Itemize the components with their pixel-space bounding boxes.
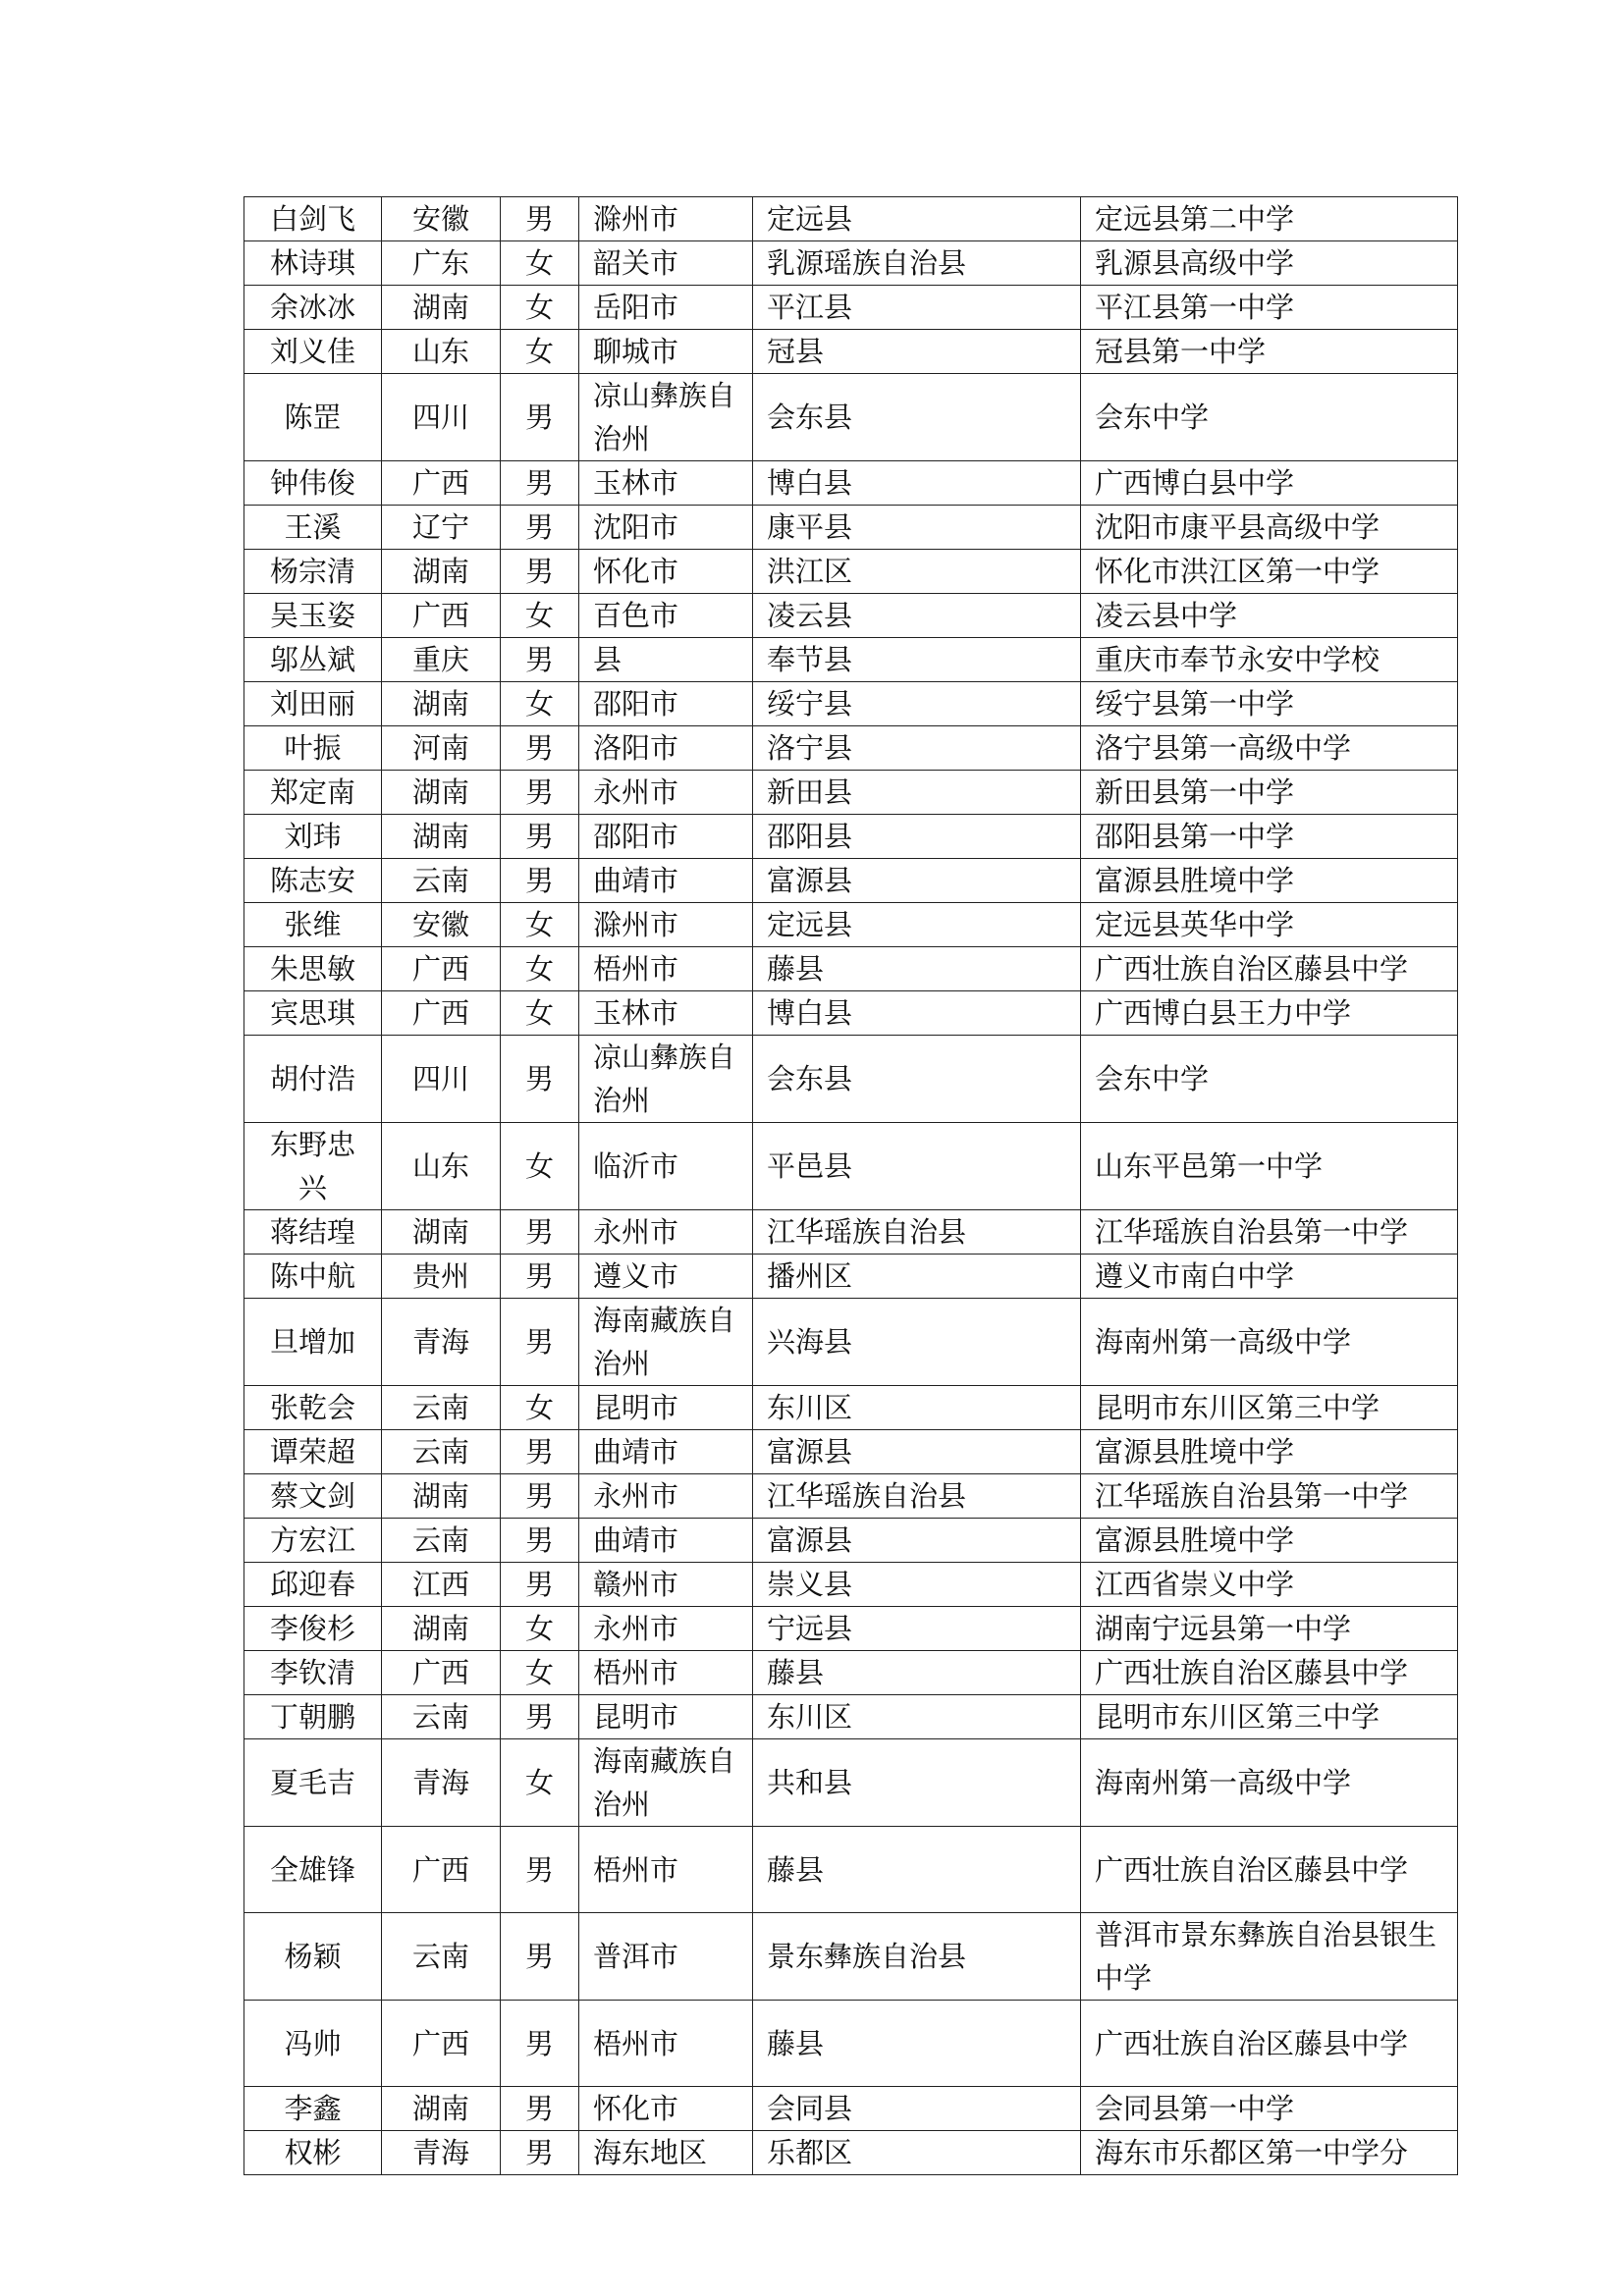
student-name-cell: 蔡文剑 bbox=[244, 1474, 382, 1519]
county-cell: 康平县 bbox=[753, 506, 1081, 550]
student-roster-table bbox=[244, 196, 1458, 2175]
province-cell: 广西 bbox=[382, 461, 501, 506]
sex-cell: 女 bbox=[501, 594, 579, 638]
city-cell: 海南藏族自治州 bbox=[579, 1299, 753, 1386]
city-cell: 永州市 bbox=[579, 771, 753, 815]
student-name-cell: 杨颖 bbox=[244, 1913, 382, 2001]
table-row bbox=[244, 947, 1458, 991]
student-name-cell: 余冰冰 bbox=[244, 286, 382, 330]
school-cell: 广西壮族自治区藤县中学 bbox=[1081, 1651, 1458, 1695]
city-cell: 滁州市 bbox=[579, 903, 753, 947]
city-cell: 昆明市 bbox=[579, 1386, 753, 1430]
sex-cell: 男 bbox=[501, 1036, 579, 1123]
province-cell: 山东 bbox=[382, 1123, 501, 1210]
table-row bbox=[244, 2131, 1458, 2175]
province-cell: 湖南 bbox=[382, 550, 501, 594]
school-cell: 新田县第一中学 bbox=[1081, 771, 1458, 815]
city-cell: 百色市 bbox=[579, 594, 753, 638]
school-cell: 广西壮族自治区藤县中学 bbox=[1081, 947, 1458, 991]
city-cell: 怀化市 bbox=[579, 550, 753, 594]
student-name-cell: 丁朝鹏 bbox=[244, 1695, 382, 1739]
student-name-cell: 朱思敏 bbox=[244, 947, 382, 991]
table-row bbox=[244, 1827, 1458, 1913]
school-cell: 广西博白县王力中学 bbox=[1081, 991, 1458, 1036]
city-cell: 凉山彝族自治州 bbox=[579, 374, 753, 461]
city-cell: 洛阳市 bbox=[579, 726, 753, 771]
city-cell: 曲靖市 bbox=[579, 1519, 753, 1563]
city-cell: 沈阳市 bbox=[579, 506, 753, 550]
student-name-cell: 叶振 bbox=[244, 726, 382, 771]
table-row bbox=[244, 1036, 1458, 1123]
province-cell: 湖南 bbox=[382, 771, 501, 815]
school-cell: 会东中学 bbox=[1081, 1036, 1458, 1123]
school-cell: 普洱市景东彝族自治县银生中学 bbox=[1081, 1913, 1458, 2001]
student-name-cell: 张乾会 bbox=[244, 1386, 382, 1430]
sex-cell: 女 bbox=[501, 682, 579, 726]
sex-cell: 男 bbox=[501, 506, 579, 550]
student-name-cell: 邬丛斌 bbox=[244, 638, 382, 682]
table-row bbox=[244, 1255, 1458, 1299]
sex-cell: 女 bbox=[501, 241, 579, 286]
county-cell: 邵阳县 bbox=[753, 815, 1081, 859]
province-cell: 青海 bbox=[382, 2131, 501, 2175]
school-cell: 沈阳市康平县高级中学 bbox=[1081, 506, 1458, 550]
sex-cell: 男 bbox=[501, 550, 579, 594]
sex-cell: 男 bbox=[501, 1827, 579, 1913]
school-cell: 冠县第一中学 bbox=[1081, 330, 1458, 374]
province-cell: 青海 bbox=[382, 1739, 501, 1827]
table-row bbox=[244, 1695, 1458, 1739]
city-cell: 永州市 bbox=[579, 1210, 753, 1255]
school-cell: 邵阳县第一中学 bbox=[1081, 815, 1458, 859]
table-row bbox=[244, 594, 1458, 638]
county-cell: 藤县 bbox=[753, 2001, 1081, 2087]
student-name-cell: 方宏江 bbox=[244, 1519, 382, 1563]
city-cell: 永州市 bbox=[579, 1607, 753, 1651]
student-name-cell: 胡付浩 bbox=[244, 1036, 382, 1123]
table-row bbox=[244, 1563, 1458, 1607]
county-cell: 播州区 bbox=[753, 1255, 1081, 1299]
table-row bbox=[244, 461, 1458, 506]
student-name-cell: 陈志安 bbox=[244, 859, 382, 903]
city-cell: 梧州市 bbox=[579, 2001, 753, 2087]
province-cell: 重庆 bbox=[382, 638, 501, 682]
school-cell: 海东市乐都区第一中学分 bbox=[1081, 2131, 1458, 2175]
province-cell: 广西 bbox=[382, 594, 501, 638]
county-cell: 富源县 bbox=[753, 1430, 1081, 1474]
table-row bbox=[244, 2001, 1458, 2087]
county-cell: 兴海县 bbox=[753, 1299, 1081, 1386]
school-cell: 绥宁县第一中学 bbox=[1081, 682, 1458, 726]
county-cell: 定远县 bbox=[753, 903, 1081, 947]
sex-cell: 男 bbox=[501, 2131, 579, 2175]
county-cell: 平邑县 bbox=[753, 1123, 1081, 1210]
table-row bbox=[244, 1430, 1458, 1474]
school-cell: 凌云县中学 bbox=[1081, 594, 1458, 638]
student-name-cell: 郑定南 bbox=[244, 771, 382, 815]
school-cell: 湖南宁远县第一中学 bbox=[1081, 1607, 1458, 1651]
table-row bbox=[244, 815, 1458, 859]
province-cell: 广东 bbox=[382, 241, 501, 286]
county-cell: 博白县 bbox=[753, 461, 1081, 506]
city-cell: 怀化市 bbox=[579, 2087, 753, 2131]
county-cell: 洪江区 bbox=[753, 550, 1081, 594]
school-cell: 江华瑶族自治县第一中学 bbox=[1081, 1474, 1458, 1519]
city-cell: 曲靖市 bbox=[579, 859, 753, 903]
school-cell: 广西博白县中学 bbox=[1081, 461, 1458, 506]
county-cell: 乐都区 bbox=[753, 2131, 1081, 2175]
county-cell: 冠县 bbox=[753, 330, 1081, 374]
sex-cell: 男 bbox=[501, 726, 579, 771]
province-cell: 云南 bbox=[382, 1913, 501, 2001]
city-cell: 赣州市 bbox=[579, 1563, 753, 1607]
city-cell: 临沂市 bbox=[579, 1123, 753, 1210]
sex-cell: 女 bbox=[501, 1123, 579, 1210]
province-cell: 安徽 bbox=[382, 903, 501, 947]
table-row bbox=[244, 1913, 1458, 2001]
county-cell: 东川区 bbox=[753, 1386, 1081, 1430]
county-cell: 藤县 bbox=[753, 947, 1081, 991]
table-row bbox=[244, 1123, 1458, 1210]
province-cell: 辽宁 bbox=[382, 506, 501, 550]
city-cell: 韶关市 bbox=[579, 241, 753, 286]
province-cell: 河南 bbox=[382, 726, 501, 771]
sex-cell: 男 bbox=[501, 1563, 579, 1607]
sex-cell: 男 bbox=[501, 1474, 579, 1519]
school-cell: 会东中学 bbox=[1081, 374, 1458, 461]
table-row bbox=[244, 1739, 1458, 1827]
school-cell: 广西壮族自治区藤县中学 bbox=[1081, 1827, 1458, 1913]
student-name-cell: 东野忠兴 bbox=[244, 1123, 382, 1210]
county-cell: 奉节县 bbox=[753, 638, 1081, 682]
sex-cell: 男 bbox=[501, 771, 579, 815]
city-cell: 海东地区 bbox=[579, 2131, 753, 2175]
sex-cell: 女 bbox=[501, 1739, 579, 1827]
county-cell: 定远县 bbox=[753, 197, 1081, 241]
province-cell: 云南 bbox=[382, 1430, 501, 1474]
student-name-cell: 宾思琪 bbox=[244, 991, 382, 1036]
student-name-cell: 刘玮 bbox=[244, 815, 382, 859]
province-cell: 云南 bbox=[382, 1695, 501, 1739]
city-cell: 凉山彝族自治州 bbox=[579, 1036, 753, 1123]
province-cell: 云南 bbox=[382, 1519, 501, 1563]
county-cell: 江华瑶族自治县 bbox=[753, 1474, 1081, 1519]
city-cell: 聊城市 bbox=[579, 330, 753, 374]
province-cell: 湖南 bbox=[382, 1607, 501, 1651]
province-cell: 四川 bbox=[382, 374, 501, 461]
county-cell: 共和县 bbox=[753, 1739, 1081, 1827]
sex-cell: 女 bbox=[501, 330, 579, 374]
student-name-cell: 陈罡 bbox=[244, 374, 382, 461]
province-cell: 广西 bbox=[382, 947, 501, 991]
province-cell: 湖南 bbox=[382, 2087, 501, 2131]
school-cell: 富源县胜境中学 bbox=[1081, 1430, 1458, 1474]
school-cell: 会同县第一中学 bbox=[1081, 2087, 1458, 2131]
school-cell: 定远县英华中学 bbox=[1081, 903, 1458, 947]
table-row bbox=[244, 286, 1458, 330]
table-row bbox=[244, 197, 1458, 241]
table-row bbox=[244, 1519, 1458, 1563]
table-row bbox=[244, 771, 1458, 815]
table-row bbox=[244, 2087, 1458, 2131]
sex-cell: 女 bbox=[501, 1386, 579, 1430]
city-cell: 曲靖市 bbox=[579, 1430, 753, 1474]
county-cell: 宁远县 bbox=[753, 1607, 1081, 1651]
table-row bbox=[244, 506, 1458, 550]
sex-cell: 女 bbox=[501, 947, 579, 991]
county-cell: 洛宁县 bbox=[753, 726, 1081, 771]
table-row bbox=[244, 991, 1458, 1036]
student-name-cell: 李鑫 bbox=[244, 2087, 382, 2131]
sex-cell: 男 bbox=[501, 2087, 579, 2131]
sex-cell: 女 bbox=[501, 1607, 579, 1651]
school-cell: 怀化市洪江区第一中学 bbox=[1081, 550, 1458, 594]
table-row bbox=[244, 859, 1458, 903]
city-cell: 县 bbox=[579, 638, 753, 682]
sex-cell: 男 bbox=[501, 461, 579, 506]
table-row bbox=[244, 1299, 1458, 1386]
county-cell: 绥宁县 bbox=[753, 682, 1081, 726]
city-cell: 梧州市 bbox=[579, 947, 753, 991]
province-cell: 湖南 bbox=[382, 682, 501, 726]
table-row bbox=[244, 1386, 1458, 1430]
city-cell: 滁州市 bbox=[579, 197, 753, 241]
city-cell: 玉林市 bbox=[579, 991, 753, 1036]
school-cell: 昆明市东川区第三中学 bbox=[1081, 1695, 1458, 1739]
school-cell: 乳源县高级中学 bbox=[1081, 241, 1458, 286]
county-cell: 新田县 bbox=[753, 771, 1081, 815]
student-name-cell: 杨宗清 bbox=[244, 550, 382, 594]
sex-cell: 女 bbox=[501, 286, 579, 330]
school-cell: 山东平邑第一中学 bbox=[1081, 1123, 1458, 1210]
county-cell: 凌云县 bbox=[753, 594, 1081, 638]
table-row bbox=[244, 726, 1458, 771]
city-cell: 邵阳市 bbox=[579, 682, 753, 726]
county-cell: 藤县 bbox=[753, 1827, 1081, 1913]
county-cell: 富源县 bbox=[753, 1519, 1081, 1563]
table-row bbox=[244, 550, 1458, 594]
student-name-cell: 冯帅 bbox=[244, 2001, 382, 2087]
school-cell: 重庆市奉节永安中学校 bbox=[1081, 638, 1458, 682]
student-name-cell: 全雄锋 bbox=[244, 1827, 382, 1913]
sex-cell: 男 bbox=[501, 2001, 579, 2087]
table-row bbox=[244, 330, 1458, 374]
county-cell: 江华瑶族自治县 bbox=[753, 1210, 1081, 1255]
county-cell: 景东彝族自治县 bbox=[753, 1913, 1081, 2001]
student-name-cell: 刘义佳 bbox=[244, 330, 382, 374]
sex-cell: 男 bbox=[501, 1519, 579, 1563]
province-cell: 广西 bbox=[382, 2001, 501, 2087]
student-name-cell: 张维 bbox=[244, 903, 382, 947]
county-cell: 藤县 bbox=[753, 1651, 1081, 1695]
student-name-cell: 陈中航 bbox=[244, 1255, 382, 1299]
sex-cell: 女 bbox=[501, 1651, 579, 1695]
city-cell: 邵阳市 bbox=[579, 815, 753, 859]
student-name-cell: 白剑飞 bbox=[244, 197, 382, 241]
city-cell: 梧州市 bbox=[579, 1651, 753, 1695]
student-name-cell: 李钦清 bbox=[244, 1651, 382, 1695]
sex-cell: 女 bbox=[501, 903, 579, 947]
province-cell: 广西 bbox=[382, 1827, 501, 1913]
table-row bbox=[244, 1474, 1458, 1519]
city-cell: 海南藏族自治州 bbox=[579, 1739, 753, 1827]
county-cell: 崇义县 bbox=[753, 1563, 1081, 1607]
table-row bbox=[244, 241, 1458, 286]
county-cell: 平江县 bbox=[753, 286, 1081, 330]
province-cell: 湖南 bbox=[382, 815, 501, 859]
province-cell: 云南 bbox=[382, 859, 501, 903]
sex-cell: 男 bbox=[501, 638, 579, 682]
sex-cell: 女 bbox=[501, 991, 579, 1036]
sex-cell: 男 bbox=[501, 1913, 579, 2001]
student-name-cell: 旦增加 bbox=[244, 1299, 382, 1386]
table-row bbox=[244, 682, 1458, 726]
province-cell: 湖南 bbox=[382, 286, 501, 330]
province-cell: 四川 bbox=[382, 1036, 501, 1123]
province-cell: 江西 bbox=[382, 1563, 501, 1607]
county-cell: 博白县 bbox=[753, 991, 1081, 1036]
province-cell: 湖南 bbox=[382, 1210, 501, 1255]
county-cell: 富源县 bbox=[753, 859, 1081, 903]
sex-cell: 男 bbox=[501, 1255, 579, 1299]
school-cell: 江华瑶族自治县第一中学 bbox=[1081, 1210, 1458, 1255]
province-cell: 广西 bbox=[382, 991, 501, 1036]
sex-cell: 男 bbox=[501, 1299, 579, 1386]
county-cell: 会东县 bbox=[753, 374, 1081, 461]
student-name-cell: 刘田丽 bbox=[244, 682, 382, 726]
table-row bbox=[244, 1651, 1458, 1695]
county-cell: 东川区 bbox=[753, 1695, 1081, 1739]
sex-cell: 男 bbox=[501, 374, 579, 461]
sex-cell: 男 bbox=[501, 197, 579, 241]
student-name-cell: 权彬 bbox=[244, 2131, 382, 2175]
school-cell: 江西省崇义中学 bbox=[1081, 1563, 1458, 1607]
province-cell: 青海 bbox=[382, 1299, 501, 1386]
city-cell: 遵义市 bbox=[579, 1255, 753, 1299]
school-cell: 海南州第一高级中学 bbox=[1081, 1739, 1458, 1827]
student-name-cell: 李俊杉 bbox=[244, 1607, 382, 1651]
table-row bbox=[244, 374, 1458, 461]
student-name-cell: 邱迎春 bbox=[244, 1563, 382, 1607]
student-name-cell: 谭荣超 bbox=[244, 1430, 382, 1474]
sex-cell: 男 bbox=[501, 1430, 579, 1474]
city-cell: 永州市 bbox=[579, 1474, 753, 1519]
city-cell: 玉林市 bbox=[579, 461, 753, 506]
student-name-cell: 钟伟俊 bbox=[244, 461, 382, 506]
city-cell: 梧州市 bbox=[579, 1827, 753, 1913]
student-name-cell: 王溪 bbox=[244, 506, 382, 550]
school-cell: 富源县胜境中学 bbox=[1081, 1519, 1458, 1563]
table-row bbox=[244, 1210, 1458, 1255]
sex-cell: 男 bbox=[501, 815, 579, 859]
student-name-cell: 夏毛吉 bbox=[244, 1739, 382, 1827]
city-cell: 普洱市 bbox=[579, 1913, 753, 2001]
province-cell: 安徽 bbox=[382, 197, 501, 241]
province-cell: 贵州 bbox=[382, 1255, 501, 1299]
school-cell: 昆明市东川区第三中学 bbox=[1081, 1386, 1458, 1430]
county-cell: 会东县 bbox=[753, 1036, 1081, 1123]
county-cell: 乳源瑶族自治县 bbox=[753, 241, 1081, 286]
sex-cell: 男 bbox=[501, 1695, 579, 1739]
student-name-cell: 吴玉姿 bbox=[244, 594, 382, 638]
school-cell: 海南州第一高级中学 bbox=[1081, 1299, 1458, 1386]
table-row bbox=[244, 903, 1458, 947]
school-cell: 广西壮族自治区藤县中学 bbox=[1081, 2001, 1458, 2087]
province-cell: 山东 bbox=[382, 330, 501, 374]
student-name-cell: 林诗琪 bbox=[244, 241, 382, 286]
school-cell: 富源县胜境中学 bbox=[1081, 859, 1458, 903]
province-cell: 湖南 bbox=[382, 1474, 501, 1519]
school-cell: 定远县第二中学 bbox=[1081, 197, 1458, 241]
city-cell: 岳阳市 bbox=[579, 286, 753, 330]
sex-cell: 男 bbox=[501, 1210, 579, 1255]
student-name-cell: 蒋结瑝 bbox=[244, 1210, 382, 1255]
school-cell: 洛宁县第一高级中学 bbox=[1081, 726, 1458, 771]
roster-body bbox=[244, 197, 1458, 2175]
city-cell: 昆明市 bbox=[579, 1695, 753, 1739]
school-cell: 遵义市南白中学 bbox=[1081, 1255, 1458, 1299]
province-cell: 广西 bbox=[382, 1651, 501, 1695]
school-cell: 平江县第一中学 bbox=[1081, 286, 1458, 330]
sex-cell: 男 bbox=[501, 859, 579, 903]
table-row bbox=[244, 638, 1458, 682]
table-row bbox=[244, 1607, 1458, 1651]
province-cell: 云南 bbox=[382, 1386, 501, 1430]
county-cell: 会同县 bbox=[753, 2087, 1081, 2131]
